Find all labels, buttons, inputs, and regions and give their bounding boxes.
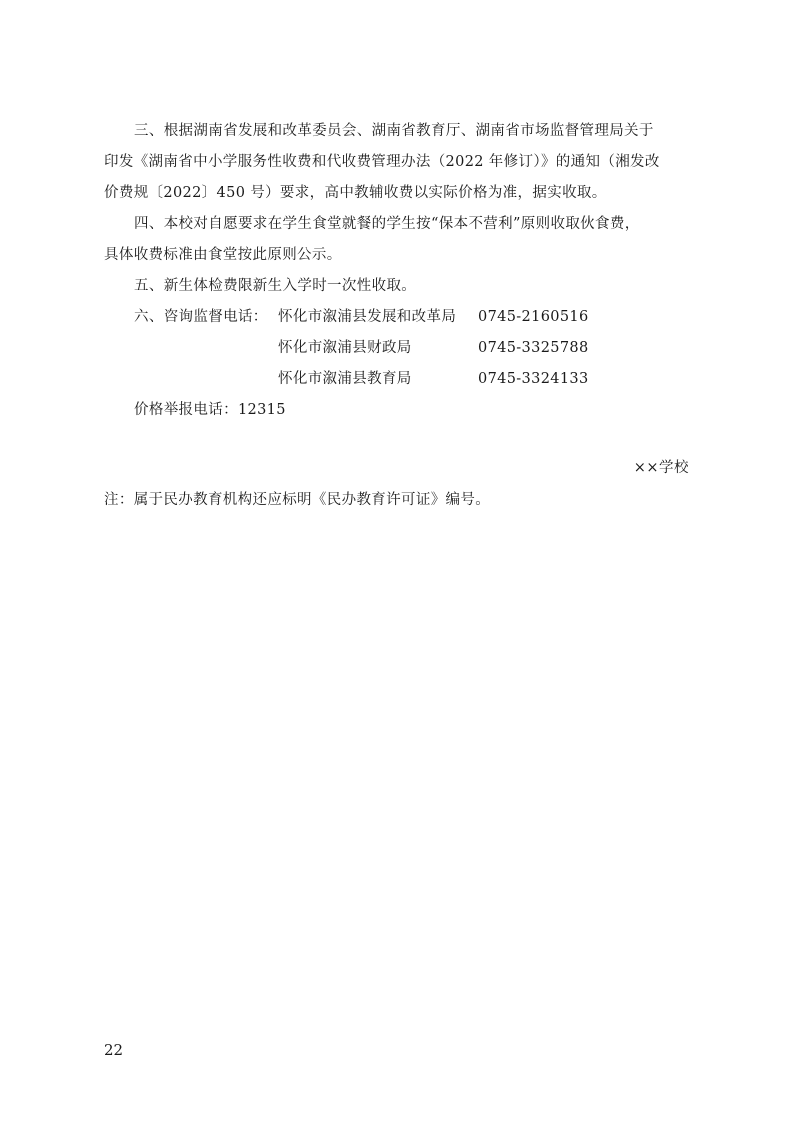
paragraph-5-line-1: 五、新生体检费限新生入学时一次性收取。: [134, 278, 417, 294]
contact-org-1: 怀化市溆浦县发展和改革局: [278, 309, 457, 325]
contact-org-2: 怀化市溆浦县财政局: [278, 340, 412, 356]
paragraph-4-line-2: 具体收费标准由食堂按此原则公示。: [104, 247, 342, 263]
page-number: 22: [104, 1041, 124, 1059]
contacts-label: 六、咨询监督电话：: [134, 309, 268, 325]
footnote: 注：属于民办教育机构还应标明《民办教育许可证》编号。: [104, 492, 491, 508]
contact-phone-2: 0745-3325788: [478, 340, 589, 356]
price-hotline: 价格举报电话：12315: [134, 402, 286, 418]
paragraph-4-line-1: 四、本校对自愿要求在学生食堂就餐的学生按“保本不营利”原则收取伙食费，: [134, 216, 640, 232]
school-signature: ××学校: [633, 460, 689, 476]
paragraph-3-line-2: 印发《湖南省中小学服务性收费和代收费管理办法（2022 年修订）》的通知（湘发改: [104, 154, 660, 170]
contact-org-3: 怀化市溆浦县教育局: [278, 371, 412, 387]
contact-phone-1: 0745-2160516: [478, 309, 589, 325]
contact-phone-3: 0745-3324133: [478, 371, 589, 387]
paragraph-3-line-3: 价费规〔2022〕450 号）要求，高中教辅收费以实际价格为准，据实收取。: [104, 185, 607, 201]
paragraph-3-line-1: 三、根据湖南省发展和改革委员会、湖南省教育厅、湖南省市场监督管理局关于: [134, 123, 654, 139]
